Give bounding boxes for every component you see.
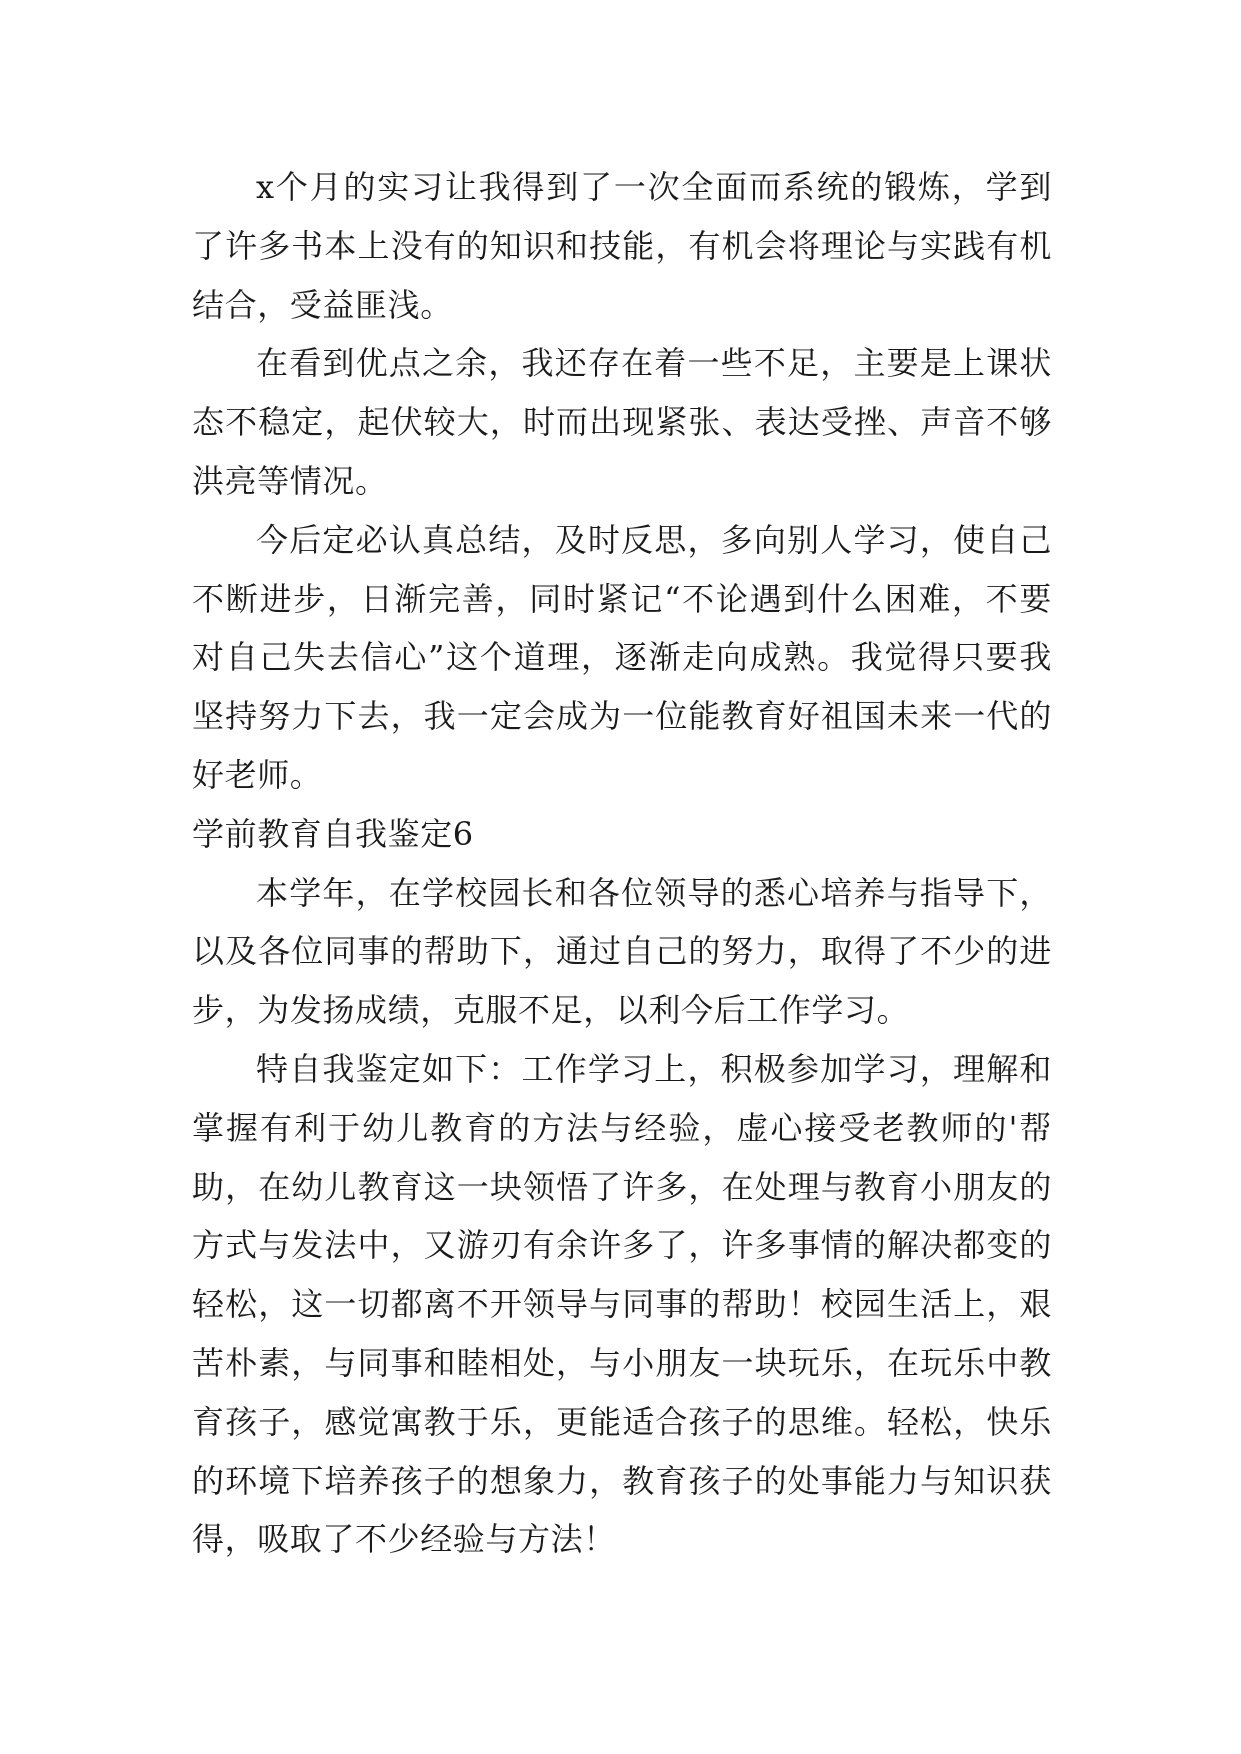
section-heading: 学前教育自我鉴定6 — [192, 814, 474, 853]
paragraph-internship-summary: x个月的实习让我得到了一次全面而系统的锻炼，学到了许多书本上没有的知识和技能，有机会将理论与实践有机结合，受益匪浅。 — [192, 168, 1052, 324]
paragraph-shortcomings: 在看到优点之余，我还存在着一些不足，主要是上课状态不稳定，起伏较大，时而出现紧张、表达受挫、声音不够洪亮等情况。 — [192, 344, 1052, 500]
paragraph-school-year: 本学年，在学校园长和各位领导的悉心培养与指导下，以及各位同事的帮助下，通过自己的努力，取得了不少的进步，为发扬成绩，克服不足，以利今后工作学习。 — [192, 873, 1052, 1030]
paragraph-self-assessment: 特自我鉴定如下：工作学习上，积极参加学习，理解和掌握有利于幼儿教育的方法与经验，虚心接受老教师的'帮助，在幼儿教育这一块领悟了许多，在处理与教育小朋友的方式与发法中，又游刃有余许多了，许多事情的解决都变的轻松，这一切都离不开领导与同事的帮助！校园生活上，艰苦朴素，与同事和睦相处，与小朋友一块玩乐，在玩乐中教育孩子，感觉寓教于乐，更能适合孩子的思维。轻松，快乐的环境下培养孩子的想象力，教育孩子的处事能力与知识获得，吸取了不少经验与方法！ — [192, 1049, 1052, 1559]
paragraph-future-plans: 今后定必认真总结，及时反思，多向别人学习，使自己不断进步，日渐完善，同时紧记“不论遇到什么困难，不要对自己失去信心”这个道理，逐渐走向成熟。我觉得只要我坚持努力下去，我一定会成为一位能教育好祖国未来一代的好老师。 — [192, 520, 1052, 794]
document-body — [192, 158, 1052, 1569]
